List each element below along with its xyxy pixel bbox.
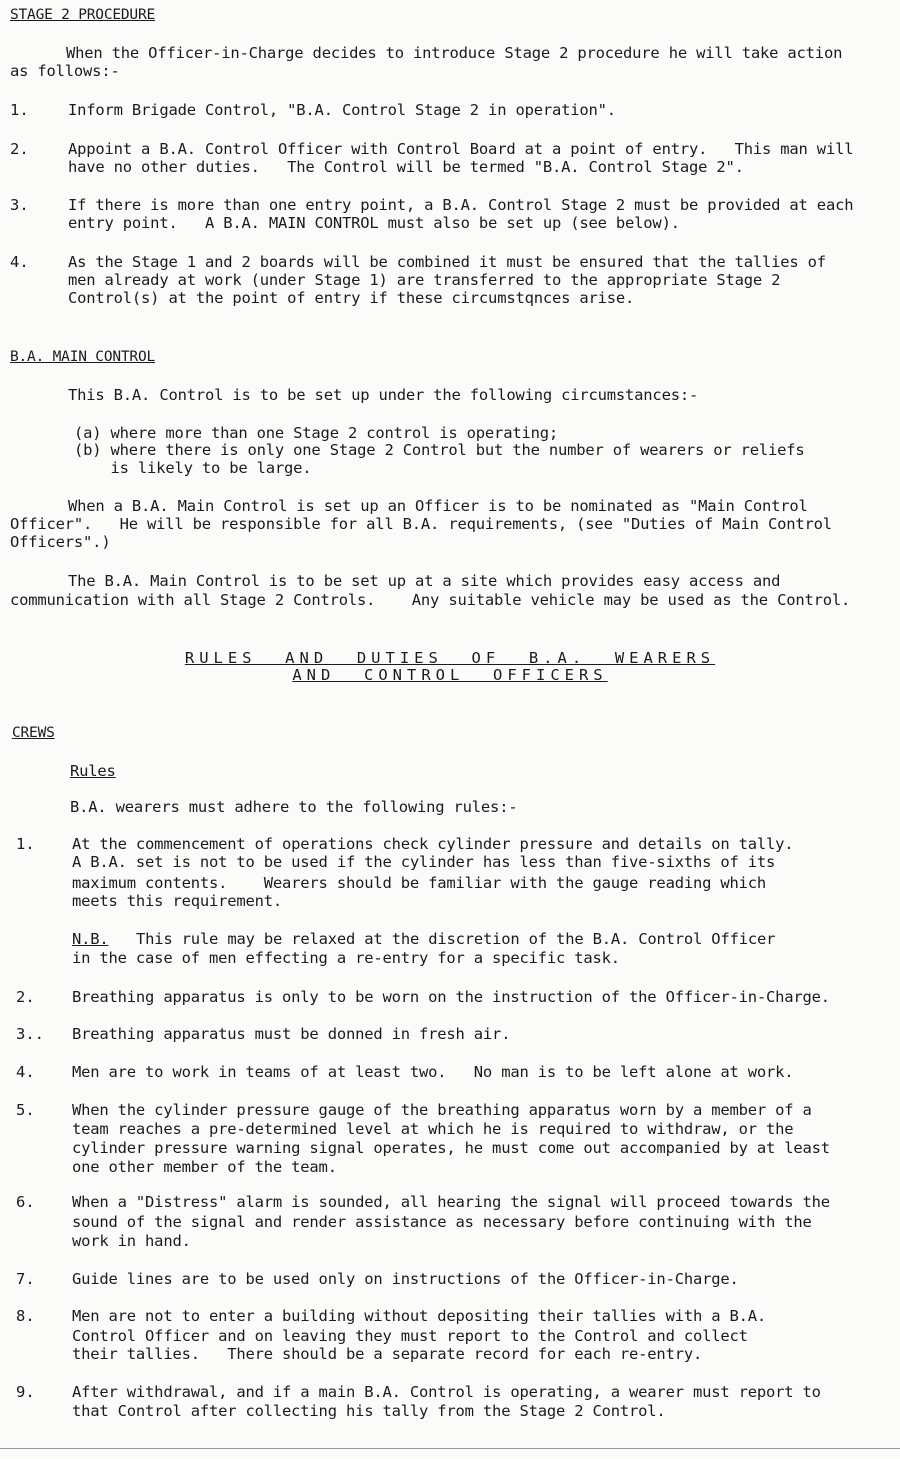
rule-1-line-1: At the commencement of operations check cylinder pressure and details on tally. xyxy=(72,835,794,853)
stage2-item-2-line-2: have no other duties. The Control will be termed "B.A. Control Stage 2". xyxy=(68,158,744,176)
page-bottom-edge xyxy=(0,1448,900,1449)
main-control-intro: This B.A. Control is to be set up under the following circumstances:- xyxy=(68,386,699,404)
section-heading-crews: CREWS xyxy=(12,725,55,741)
rule-8-line-2: Control Officer and on leaving they must report to the Control and collect xyxy=(72,1327,748,1345)
stage2-item-2-line-1: Appoint a B.A. Control Officer with Control Board at a point of entry. This man will xyxy=(68,140,854,158)
stage2-item-1-line-1: Inform Brigade Control, "B.A. Control Stage 2 in operation". xyxy=(68,101,616,119)
rule-number: 4. xyxy=(16,1063,35,1081)
rule-7-line-1: Guide lines are to be used only on instructions of the Officer-in-Charge. xyxy=(72,1270,739,1288)
rule-6-line-1: When a "Distress" alarm is sounded, all hearing the signal will proceed towards the xyxy=(72,1193,830,1211)
rule-number: 3.. xyxy=(16,1025,44,1043)
section-heading-stage2: STAGE 2 PROCEDURE xyxy=(10,7,156,23)
stage2-item-number: 2. xyxy=(10,140,29,158)
stage2-item-4-line-2: men already at work (under Stage 1) are transferred to the appropriate Stage 2 xyxy=(68,271,781,289)
crews-intro: B.A. wearers must adhere to the following rules:- xyxy=(70,798,518,816)
rule-9-line-1: After withdrawal, and if a main B.A. Control is operating, a wearer must report to xyxy=(72,1383,821,1401)
rule-1-line-3: maximum contents. Wearers should be familiar with the gauge reading which xyxy=(72,874,767,892)
rule-number: 2. xyxy=(16,988,35,1006)
rule-1-line-4: meets this requirement. xyxy=(72,892,283,910)
stage2-item-4-line-1: As the Stage 1 and 2 boards will be combined it must be ensured that the tallies of xyxy=(68,253,826,271)
rule-5-line-3: cylinder pressure warning signal operates, he must come out accompanied by at least xyxy=(72,1139,830,1157)
stage2-item-number: 4. xyxy=(10,253,29,271)
main-control-condition-a: (a) where more than one Stage 2 control is operating; xyxy=(74,424,558,442)
rule-8-line-1: Men are not to enter a building without depositing their tallies with a B.A. xyxy=(72,1307,767,1325)
rule-2-line-1: Breathing apparatus is only to be worn on the instruction of the Officer-in-Charge. xyxy=(72,988,830,1006)
rule-number: 5. xyxy=(16,1101,35,1119)
rule-number: 7. xyxy=(16,1270,35,1288)
rule-5-line-2: team reaches a pre-determined level at which he is required to withdraw, or the xyxy=(72,1120,794,1138)
rule-number: 6. xyxy=(16,1193,35,1211)
main-control-para2-line-2: Officer". He will be responsible for all B.A. requirements, (see "Duties of Main Control xyxy=(10,515,832,533)
rules-duties-title-line-1: RULES AND DUTIES OF B.A. WEARERS xyxy=(184,649,716,667)
stage2-item-number: 3. xyxy=(10,196,29,214)
main-control-condition-b-cont: is likely to be large. xyxy=(74,459,312,477)
main-control-para3-line-2: communication with all Stage 2 Controls. Any suitable vehicle may be used as the Control. xyxy=(10,591,851,609)
stage2-intro-line-2: as follows:- xyxy=(10,62,120,80)
main-control-para2-line-3: Officers".) xyxy=(10,533,111,551)
rules-duties-title-line-2: AND CONTROL OFFICERS xyxy=(292,666,608,684)
rule-number: 8. xyxy=(16,1307,35,1325)
nb-line-1: This rule may be relaxed at the discretion of the B.A. Control Officer xyxy=(136,930,776,948)
rule-4-line-1: Men are to work in teams of at least two. No man is to be left alone at work. xyxy=(72,1063,794,1081)
main-control-para3-line-1: The B.A. Main Control is to be set up at a site which provides easy access and xyxy=(68,572,781,590)
rule-number: 9. xyxy=(16,1383,35,1401)
stage2-item-3-line-1: If there is more than one entry point, a B.A. Control Stage 2 must be provided at each xyxy=(68,196,854,214)
rule-number: 1. xyxy=(16,835,35,853)
nb-line-2: in the case of men effecting a re-entry for a specific task. xyxy=(72,949,620,967)
main-control-para2-line-1: When a B.A. Main Control is set up an Officer is to be nominated as "Main Control xyxy=(68,497,808,515)
rule-5-line-1: When the cylinder pressure gauge of the breathing apparatus worn by a member of a xyxy=(72,1101,812,1119)
rule-8-line-3: their tallies. There should be a separate record for each re-entry. xyxy=(72,1345,703,1363)
stage2-item-4-line-3: Control(s) at the point of entry if these circumstqnces arise. xyxy=(68,289,635,307)
stage2-item-3-line-2: entry point. A B.A. MAIN CONTROL must also be set up (see below). xyxy=(68,214,680,232)
rule-5-line-4: one other member of the team. xyxy=(72,1158,337,1176)
nb-label: N.B. xyxy=(72,930,109,948)
rule-9-line-2: that Control after collecting his tally from the Stage 2 Control. xyxy=(72,1402,666,1420)
rule-3-line-1: Breathing apparatus must be donned in fresh air. xyxy=(72,1025,511,1043)
rule-1-line-2: A B.A. set is not to be used if the cylinder has less than five-sixths of its xyxy=(72,853,776,871)
stage2-item-number: 1. xyxy=(10,101,29,119)
main-control-condition-b: (b) where there is only one Stage 2 Control but the number of wearers or reliefs xyxy=(74,441,805,459)
rule-6-line-2: sound of the signal and render assistance as necessary before continuing with the xyxy=(72,1213,812,1231)
rule-6-line-3: work in hand. xyxy=(72,1232,191,1250)
stage2-intro-line-1: When the Officer-in-Charge decides to introduce Stage 2 procedure he will take action xyxy=(66,44,843,62)
crews-rules-subheading: Rules xyxy=(70,762,116,780)
section-heading-main-control: B.A. MAIN CONTROL xyxy=(10,349,156,365)
